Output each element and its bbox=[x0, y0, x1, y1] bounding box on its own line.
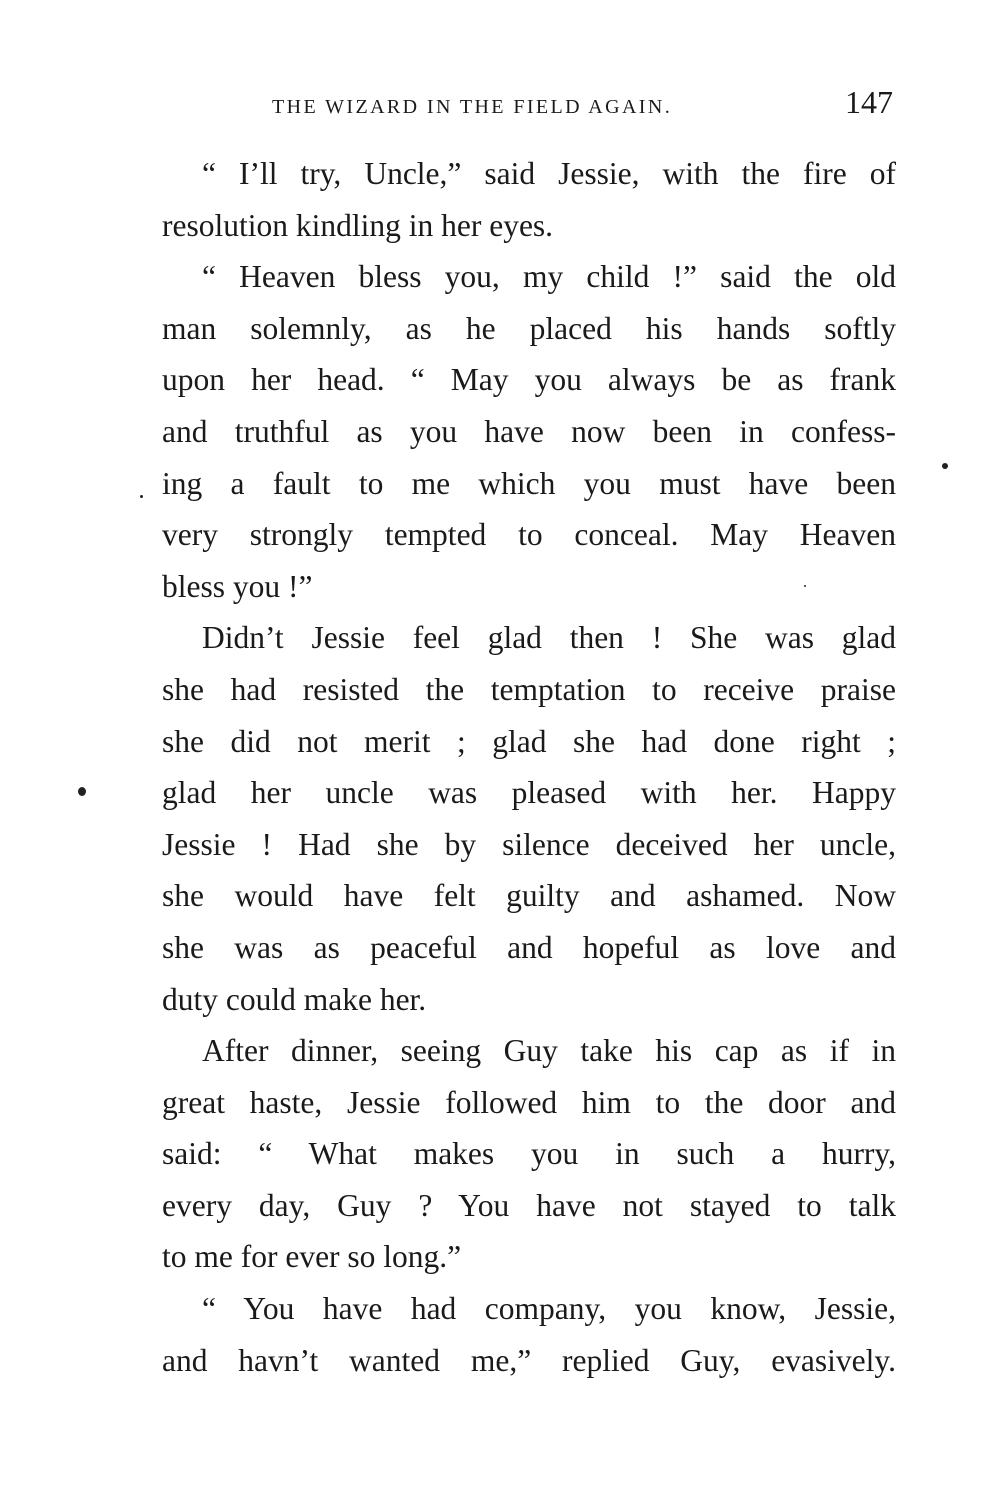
text-line: glad her uncle was pleased with her. Happy bbox=[162, 775, 896, 811]
text-line: she did not merit ; glad she had done right ; bbox=[162, 723, 896, 759]
text-line: “ I’ll try, Uncle,” said Jessie, with the fire of bbox=[202, 156, 896, 191]
text-line: said: “ What makes you in such a hurry, bbox=[162, 1136, 896, 1172]
text-line: and truthful as you have now been in confess- bbox=[162, 413, 896, 449]
text-line: very strongly tempted to conceal. May Heaven bbox=[162, 517, 896, 553]
text-line: she had resisted the temptation to receive praise bbox=[162, 671, 896, 707]
text-line: upon her head. “ May you always be as frank bbox=[162, 362, 896, 398]
text-line: to me for ever so long.” bbox=[162, 1239, 462, 1275]
text-line: great haste, Jessie followed him to the door and bbox=[162, 1084, 896, 1120]
page-number: 147 bbox=[845, 84, 893, 120]
text-line: and havn’t wanted me,” replied Guy, evasively. bbox=[162, 1342, 896, 1378]
text-line: bless you !” bbox=[162, 568, 313, 604]
ink-speck bbox=[942, 463, 948, 469]
running-head bbox=[160, 84, 895, 128]
text-line: she would have felt guilty and ashamed. Now bbox=[162, 878, 896, 914]
text-line: “ Heaven bless you, my child !” said the old bbox=[202, 259, 896, 295]
text-line: man solemnly, as he placed his hands softly bbox=[162, 310, 896, 346]
text-line: every day, Guy ? You have not stayed to talk bbox=[162, 1187, 896, 1223]
text-line: she was as peaceful and hopeful as love and bbox=[162, 929, 896, 965]
text-line: Jessie ! Had she by silence deceived her uncle, bbox=[162, 826, 896, 862]
ink-speck bbox=[140, 495, 143, 498]
body-text bbox=[162, 148, 896, 1386]
running-title: THE WIZARD IN THE FIELD AGAIN. bbox=[272, 96, 673, 118]
text-line: After dinner, seeing Guy take his cap as if in bbox=[202, 1033, 896, 1069]
text-line: resolution kindling in her eyes. bbox=[162, 207, 554, 243]
ink-speck bbox=[804, 585, 806, 587]
text-line: ing a fault to me which you must have been bbox=[162, 465, 896, 501]
text-line: “ You have had company, you know, Jessie, bbox=[202, 1291, 896, 1327]
ink-speck bbox=[78, 787, 86, 796]
text-line: duty could make her. bbox=[162, 981, 427, 1017]
text-line: Didn’t Jessie feel glad then ! She was glad bbox=[202, 620, 896, 656]
